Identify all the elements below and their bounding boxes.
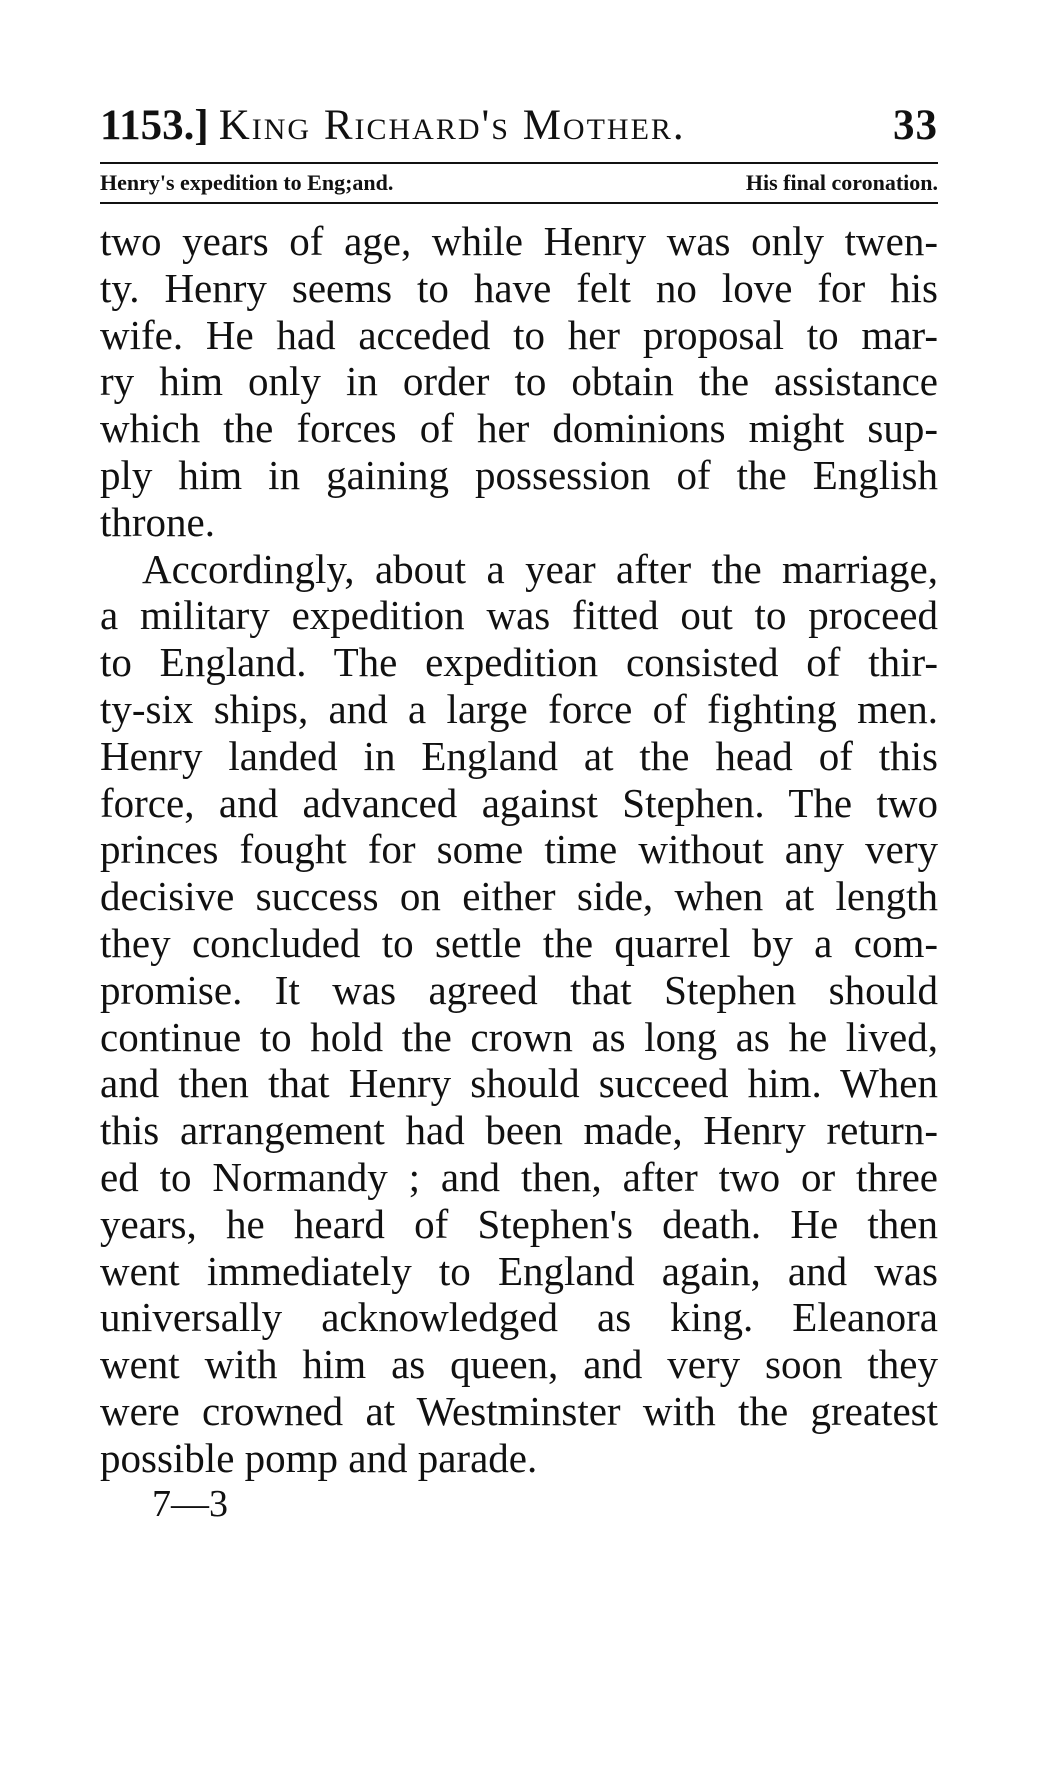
text-line: two years of age, while Henry was only twen- [100,218,938,264]
text-line: went immediately to England again, and was [100,1247,938,1294]
subhead-left: Henry's expedition to Eng;and. [100,170,394,195]
text-line: went with him as queen, and very soon they [100,1341,938,1388]
header-title: King Richard's Mother. [218,102,686,149]
text-line: universally acknowledged as king. Eleanora [100,1294,938,1341]
text-line: and then that Henry should succeed him. When [100,1060,938,1107]
text-line: decisive success on either side, when at length [100,873,938,920]
text-line: Accordingly, about a year after the marriage, [142,545,938,592]
header-year: 1153.] [100,102,209,149]
text-line: promise. It was agreed that Stephen should [100,966,938,1013]
subheads [100,164,938,202]
text-line: wife. He had acceded to her proposal to mar- [100,311,938,358]
text-line: to England. The expedition consisted of thir- [100,639,938,686]
book-page [100,96,938,1526]
text-line: ty-six ships, and a large force of fighting men. [100,685,938,732]
text-line: continue to hold the crown as long as he lived, [100,1013,938,1060]
text-line: a military expedition was fitted out to proceed [100,592,938,639]
signature-mark: 7—3 [152,1482,228,1525]
text-line: this arrangement had been made, Henry return- [100,1107,938,1154]
text-line: ed to Normandy ; and then, after two or three [100,1153,938,1200]
text-line: force, and advanced against Stephen. The two [100,779,938,826]
text-line: ty. Henry seems to have felt no love for his [100,264,938,311]
text-line: throne. [100,498,215,545]
bottom-rule [100,202,938,204]
text-line: ry him only in order to obtain the assistance [100,358,938,405]
text-line: which the forces of her dominions might sup- [100,405,938,452]
text-line: possible pomp and parade. [100,1434,538,1481]
text-line: years, he heard of Stephen's death. He then [100,1200,938,1247]
running-head [100,96,938,162]
text-line: they concluded to settle the quarrel by a com- [100,919,938,966]
text-line: Henry landed in England at the head of this [100,732,938,779]
text-line: ply him in gaining possession of the English [100,451,938,498]
page-number: 33 [893,102,938,149]
body-text [100,218,938,1482]
text-line: were crowned at Westminster with the greatest [100,1387,938,1434]
text-line: princes fought for some time without any very [100,826,938,873]
subhead-right: His final coronation. [745,170,938,195]
